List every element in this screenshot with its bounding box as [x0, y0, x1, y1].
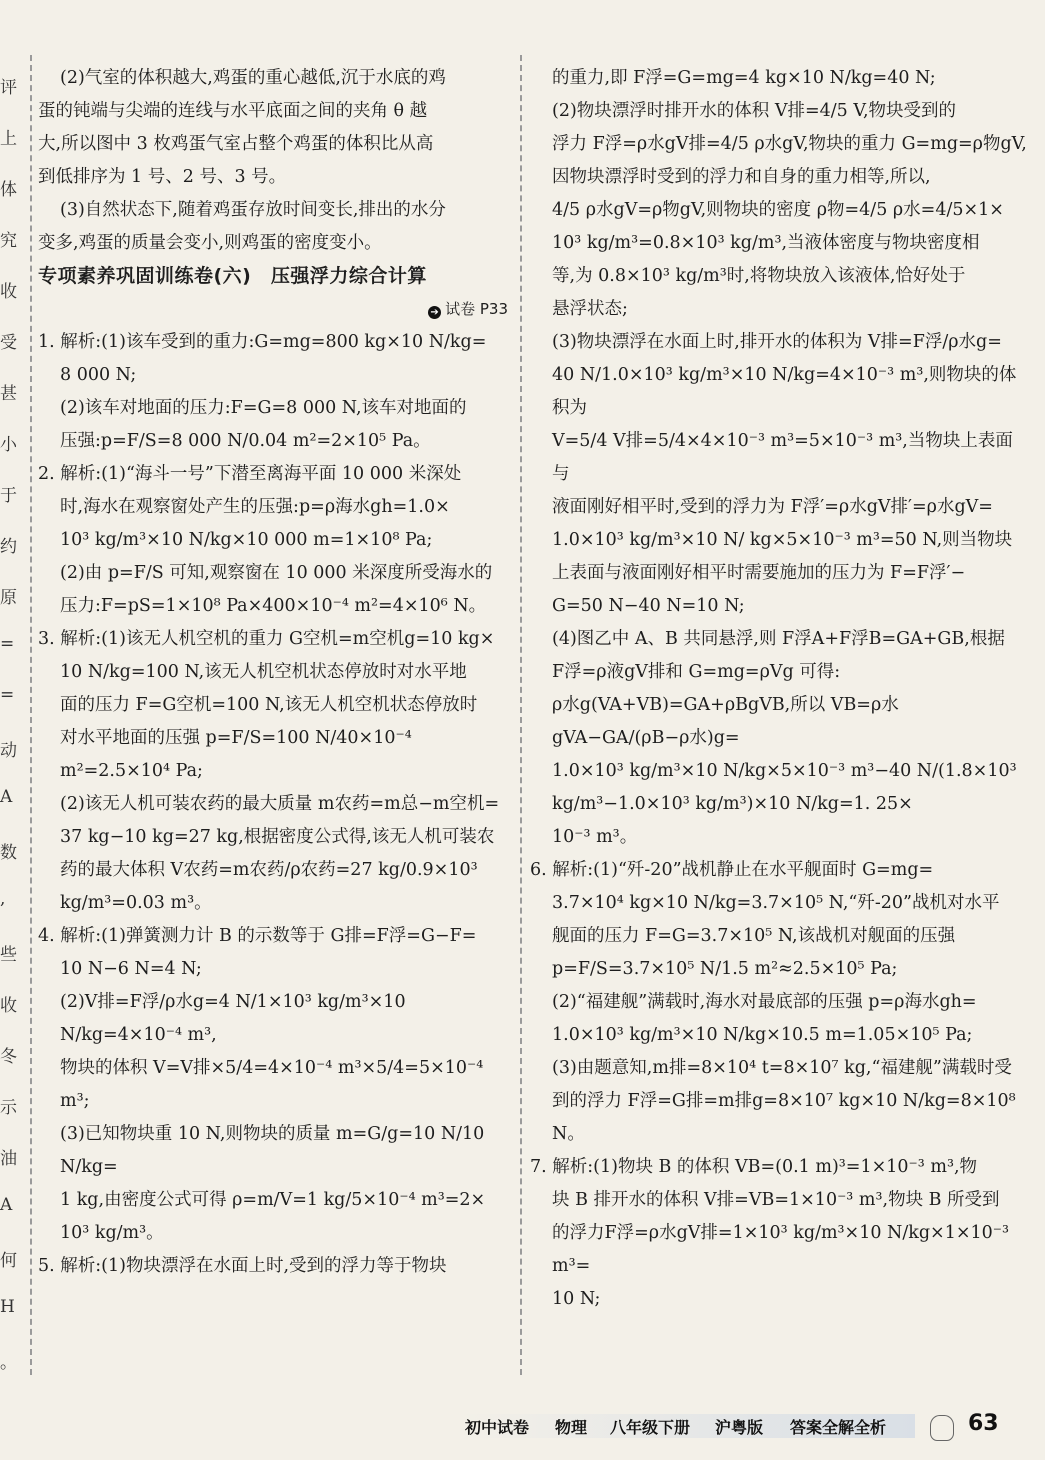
gutter-char: 油: [0, 1149, 17, 1169]
gutter-char: H: [0, 1297, 15, 1317]
text-line: 等,为 0.8×10³ kg/m³时,将物块放入该液体,恰好处于: [552, 266, 966, 286]
text-line: (2)气室的体积越大,鸡蛋的重心越低,沉于水底的鸡: [60, 68, 446, 88]
gutter-char: 示: [0, 1098, 17, 1118]
text-line: 对水平地面的压强 p=F/S=100 N/40×10⁻⁴ m²=2.5×10⁴ Pa;: [60, 728, 412, 781]
text-line: (2)“福建舰”满载时,海水对最底部的压强 p=ρ海水gh=: [552, 992, 977, 1012]
exam-page-ref: [38, 293, 508, 326]
footer-grade: 八年级下册: [610, 1418, 691, 1437]
gutter-char: A: [0, 787, 13, 807]
text-line: 4/5 ρ水gV=ρ物gV,则物块的密度 ρ物=4/5 ρ水=4/5×1×: [552, 200, 1004, 220]
text-line: 1 kg,由密度公式可得 ρ=m/V=1 kg/5×10⁻⁴ m³=2×: [60, 1190, 486, 1210]
text-line: 物块的体积 V=V排×5/4=4×10⁻⁴ m³×5/4=5×10⁻⁴ m³;: [60, 1058, 484, 1111]
text-line: 因物块漂浮时受到的浮力和自身的重力相等,所以,: [552, 167, 931, 187]
footer-subject: 物理: [555, 1418, 588, 1437]
gutter-char: 评: [0, 78, 17, 98]
text-line: (4)图乙中 A、B 共同悬浮,则 F浮A+F浮B=GA+GB,根据: [552, 629, 1005, 649]
text-line: 液面刚好相平时,受到的浮力为 F浮′=ρ水gV排′=ρ水gV=: [552, 497, 993, 517]
gutter-char: 上: [0, 129, 17, 149]
text-line: 10³ kg/m³×10 N/kg×10 000 m=1×10⁸ Pa;: [60, 530, 433, 550]
text-line: 6. 解析:(1)“歼-20”战机静止在水平舰面时 G=mg=: [530, 860, 934, 880]
exam-page-ref-text: 试卷 P33: [445, 300, 508, 318]
section-title: 专项素养巩固训练卷(六) 压强浮力综合计算: [38, 265, 427, 287]
text-line: 4. 解析:(1)弹簧测力计 B 的示数等于 G排=F浮=G−F=: [38, 926, 477, 946]
text-line: 到低排序为 1 号、2 号、3 号。: [38, 167, 287, 187]
text-line: 1.0×10³ kg/m³×10 N/ kg×5×10⁻³ m³=50 N,则当物块: [552, 530, 1013, 550]
gutter-char: ,: [0, 889, 6, 909]
text-line: p=F/S=3.7×10⁵ N/1.5 m²≈2.5×10⁵ Pa;: [552, 959, 898, 979]
gutter-char: =: [0, 685, 15, 705]
text-line: 1.0×10³ kg/m³×10 N/kg×10.5 m=1.05×10⁵ Pa;: [552, 1025, 973, 1045]
text-line: ρ水g(VA+VB)=GA+ρBgVB,所以 VB=ρ水gVA−GA/(ρB−ρ水)g=: [552, 695, 899, 748]
text-line: 变多,鸡蛋的质量会变小,则鸡蛋的密度变小。: [38, 233, 382, 253]
text-line: 10³ kg/m³。: [60, 1223, 164, 1243]
text-line: 10 N/kg=100 N,该无人机空机状态停放时对水平地: [60, 662, 467, 682]
text-line: 的重力,即 F浮=G=mg=4 kg×10 N/kg=40 N;: [552, 68, 936, 88]
text-line: 块 B 排开水的体积 V排=VB=1×10⁻³ m³,物块 B 所受到: [552, 1190, 1000, 1210]
text-line: 10 N;: [552, 1289, 601, 1309]
text-line: 面的压力 F=G空机=100 N,该无人机空机状态停放时: [60, 695, 478, 715]
text-line: (3)自然状态下,随着鸡蛋存放时间变长,排出的水分: [60, 200, 446, 220]
text-line: 3. 解析:(1)该无人机空机的重力 G空机=m空机g=10 kg×: [38, 629, 495, 649]
gutter-char: 体: [0, 180, 17, 200]
text-line: V=5/4 V排=5/4×4×10⁻³ m³=5×10⁻³ m³,当物块上表面与: [552, 431, 1013, 484]
text-line: (2)V排=F浮/ρ水g=4 N/1×10³ kg/m³×10 N/kg=4×10⁻⁴ m³,: [60, 992, 406, 1045]
text-line: 7. 解析:(1)物块 B 的体积 VB=(0.1 m)³=1×10⁻³ m³,物: [530, 1157, 978, 1177]
text-line: G=50 N−40 N=10 N;: [552, 596, 745, 616]
text-line: 10³ kg/m³=0.8×10³ kg/m³,当液体密度与物块密度相: [552, 233, 980, 253]
text-line: F浮=ρ液gV排和 G=mg=ρVg 可得:: [552, 662, 841, 682]
text-line: 40 N/1.0×10³ kg/m³×10 N/kg=4×10⁻³ m³,则物块的体积为: [552, 365, 1017, 418]
gutter-char: 原: [0, 588, 17, 608]
text-line: (2)该无人机可装农药的最大质量 m农药=m总−m空机=: [60, 794, 500, 814]
text-line: 1.0×10³ kg/m³×10 N/kg×5×10⁻³ m³−40 N/(1.8×10³ kg/m³−1.0×10³ kg/m³)×10 N/kg=1. 25×: [552, 761, 1017, 814]
text-line: (2)物块漂浮时排开水的体积 V排=4/5 V,物块受到的: [552, 101, 957, 121]
footer-answer-label: 答案全解全析: [790, 1418, 887, 1437]
gutter-char: 小: [0, 435, 17, 455]
gutter-char: 约: [0, 537, 17, 557]
column-divider: [30, 55, 32, 1375]
gutter-char: A: [0, 1195, 13, 1215]
text-line: 上表面与液面刚好相平时需要施加的压力为 F=F浮′−: [552, 563, 966, 583]
text-line: (3)物块漂浮在水面上时,排开水的体积为 V排=F浮/ρ水g=: [552, 332, 1002, 352]
page-footer: [460, 1412, 1020, 1442]
gutter-char: 于: [0, 486, 17, 506]
column-divider: [520, 55, 522, 1375]
text-line: 2. 解析:(1)“海斗一号”下潜至离海平面 10 000 米深处: [38, 464, 462, 484]
text-line: (3)已知物块重 10 N,则物块的质量 m=G/g=10 N/10 N/kg=: [60, 1124, 485, 1177]
gutter-char: 收: [0, 282, 17, 302]
gutter-char: 收: [0, 996, 17, 1016]
text-line: 8 000 N;: [60, 365, 137, 385]
gutter-char: 些: [0, 945, 17, 965]
gutter-char: 受: [0, 333, 17, 353]
text-line: 蛋的钝端与尖端的连线与水平底面之间的夹角 θ 越: [38, 101, 428, 121]
text-line: 3.7×10⁴ kg×10 N/kg=3.7×10⁵ N,“歼-20”战机对水平: [552, 893, 1000, 913]
text-line: 压强:p=F/S=8 000 N/0.04 m²=2×10⁵ Pa。: [60, 431, 431, 451]
text-line: 10 N−6 N=4 N;: [60, 959, 202, 979]
text-line: 到的浮力 F浮=G排=m排g=8×10⁷ kg×10 N/kg=8×10⁸ N。: [552, 1091, 1016, 1144]
text-line: 浮力 F浮=ρ水gV排=4/5 ρ水gV,物块的重力 G=mg=ρ物gV,: [552, 134, 1027, 154]
text-line: (3)由题意知,m排=8×10⁴ t=8×10⁷ kg,“福建舰”满载时受: [552, 1058, 1012, 1078]
gutter-char: 何: [0, 1251, 17, 1271]
text-line: 1. 解析:(1)该车受到的重力:G=mg=800 kg×10 N/kg=: [38, 332, 487, 352]
text-line: 大,所以图中 3 枚鸡蛋气室占整个鸡蛋的体积比从高: [38, 134, 434, 154]
text-line: 5. 解析:(1)物块漂浮在水面上时,受到的浮力等于物块: [38, 1256, 447, 1276]
text-line: 舰面的压力 F=G=3.7×10⁵ N,该战机对舰面的压强: [552, 926, 956, 946]
left-column: [38, 62, 508, 1283]
text-line: 药的最大体积 V农药=m农药/ρ农药=27 kg/0.9×10³ kg/m³=0.03 m³。: [60, 860, 478, 913]
text-line: 的浮力F浮=ρ水gV排=1×10³ kg/m³×10 N/kg×1×10⁻³ m³=: [552, 1223, 1010, 1276]
margin-gutter: [0, 55, 20, 1395]
text-line: 压力:F=pS=1×10⁸ Pa×400×10⁻⁴ m²=4×10⁶ N。: [60, 596, 487, 616]
gutter-char: 数: [0, 843, 17, 863]
text-line: 10⁻³ m³。: [552, 827, 638, 847]
text-line: 时,海水在观察窗处产生的压强:p=ρ海水gh=1.0×: [60, 497, 450, 517]
gutter-char: 。: [0, 1353, 17, 1373]
arrow-right-icon: ➔: [428, 306, 441, 319]
right-column: [530, 62, 1030, 1316]
footer-series: 初中试卷: [465, 1418, 530, 1437]
text-line: (2)该车对地面的压力:F=G=8 000 N,该车对地面的: [60, 398, 467, 418]
text-line: 37 kg−10 kg=27 kg,根据密度公式得,该无人机可装农: [60, 827, 495, 847]
gutter-char: 冬: [0, 1047, 17, 1067]
gutter-char: 动: [0, 741, 17, 761]
text-line: (2)由 p=F/S 可知,观察窗在 10 000 米深度所受海水的: [60, 563, 493, 583]
page-number: 63: [968, 1411, 999, 1436]
footer-edition: 沪粤版: [715, 1418, 764, 1437]
gutter-char: 甚: [0, 384, 17, 404]
gutter-char: =: [0, 634, 15, 654]
mascot-icon: [930, 1415, 954, 1441]
gutter-char: 究: [0, 231, 17, 251]
text-line: 悬浮状态;: [552, 299, 628, 319]
